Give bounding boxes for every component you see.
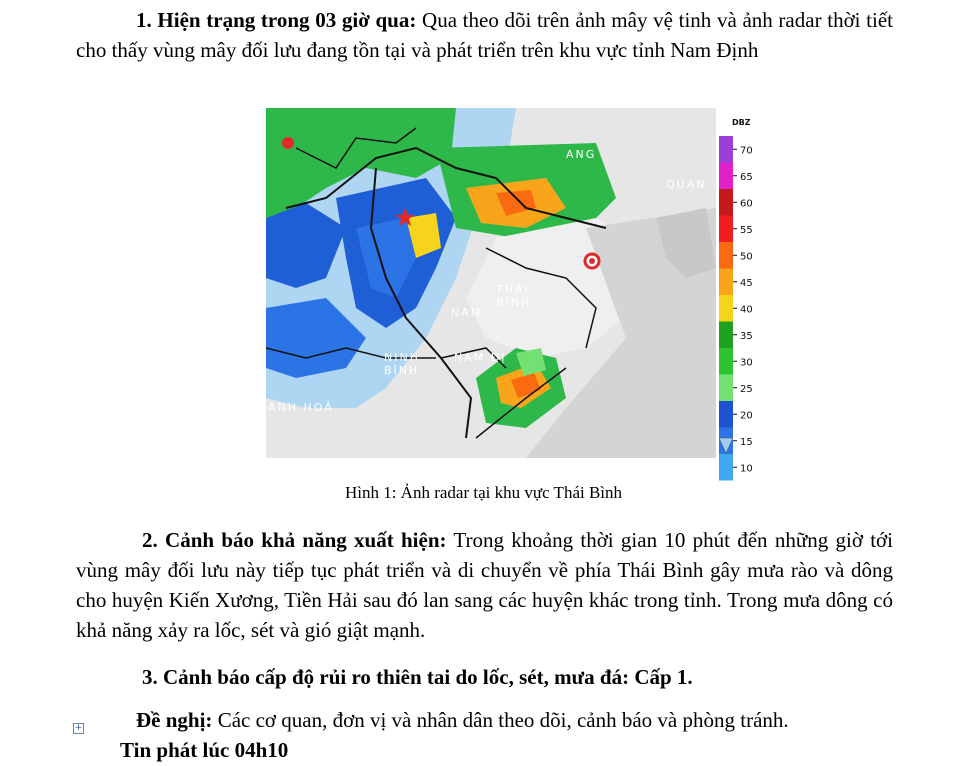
scale-swatch [719,216,733,243]
scale-swatch [719,322,733,349]
table-move-handle-icon[interactable]: + [74,723,83,733]
scale-tick-label: 25 [740,383,753,395]
scale-swatch [719,401,733,428]
section-1-heading: 1. Hiện trạng trong 03 giờ qua: [136,8,417,32]
map-label-nam: NAM [451,306,483,319]
scale-swatch [719,163,733,190]
scale-unit: DBZ [732,118,751,127]
figure-caption: Hình 1: Ảnh radar tại khu vực Thái Bình [344,483,623,502]
scale-tick-label: 70 [740,145,753,157]
section-2-paragraph [76,525,893,645]
scale-swatch [719,454,733,481]
scale-tick-label: 35 [740,330,753,342]
section-3-paragraph [142,662,902,692]
issued-time: Tin phát lúc 04h10 [120,738,289,762]
section-1-paragraph [76,5,893,65]
map-label-thanh-hoa: ANH HOÁ [268,401,334,414]
scale-tick-label: 40 [740,304,753,316]
scale-swatch [719,375,733,402]
scale-tick-label: 60 [740,198,753,210]
scale-tick-label: 50 [740,251,753,263]
section-2-heading: 2. Cảnh báo khả năng xuất hiện: [142,528,447,552]
scale-tick-label: 55 [740,224,753,236]
scale-tick-label: 30 [740,357,753,369]
recommendation-text: Các cơ quan, đơn vị và nhân dân theo dõi, cảnh báo và phòng tránh. [212,708,789,732]
scale-swatch [719,348,733,375]
scale-tick-label: 10 [740,463,753,475]
recommendation-paragraph [136,705,896,735]
map-label-binh: BÌNH [496,296,532,309]
scale-tick-label: 45 [740,277,753,289]
map-label-quan: QUAN [666,178,707,191]
scale-swatch [719,136,733,163]
scale-swatch [719,242,733,269]
radar-map-image [266,108,762,475]
section-3-heading: 3. Cảnh báo cấp độ rủi ro thiên tai do lốc, sét, mưa đá: Cấp 1. [142,665,693,689]
scale-swatch [719,189,733,216]
scale-tick-label: 65 [740,171,753,183]
section-2-text: Trong khoảng thời gian 10 phút đến những giờ tới vùng mây đối lưu này tiếp tục phát triển và di chuyển về phía Thái Bình gây mưa rào và dông cho huyện Kiến Xương, Tiền Hải sau đó lan sang các huyện khác trong tỉnh. Trong mưa dông có khả năng xảy ra lốc, sét và gió giật mạnh. [76,528,893,642]
recommendation-label: Đề nghị: [136,708,213,732]
section-1-text: Qua theo dõi trên ảnh mây vệ tinh và ảnh radar thời tiết cho thấy vùng mây đối lưu đang tồn tại và phát triển trên khu vực tỉnh Nam Định [76,8,893,62]
map-label-thai: THÁI [496,283,530,296]
map-label-nam-dinh: NAM ĐỊ [454,351,507,364]
map-label-ninh: NINH [384,351,420,364]
map-label-binh-2: BÌNH [384,364,420,377]
scale-tick-label: 20 [740,410,753,422]
scale-swatch [719,269,733,296]
scale-tick-label: 15 [740,436,753,448]
map-label-ang: ANG [566,148,597,161]
scale-swatch [719,295,733,322]
radar-figure [266,108,762,475]
